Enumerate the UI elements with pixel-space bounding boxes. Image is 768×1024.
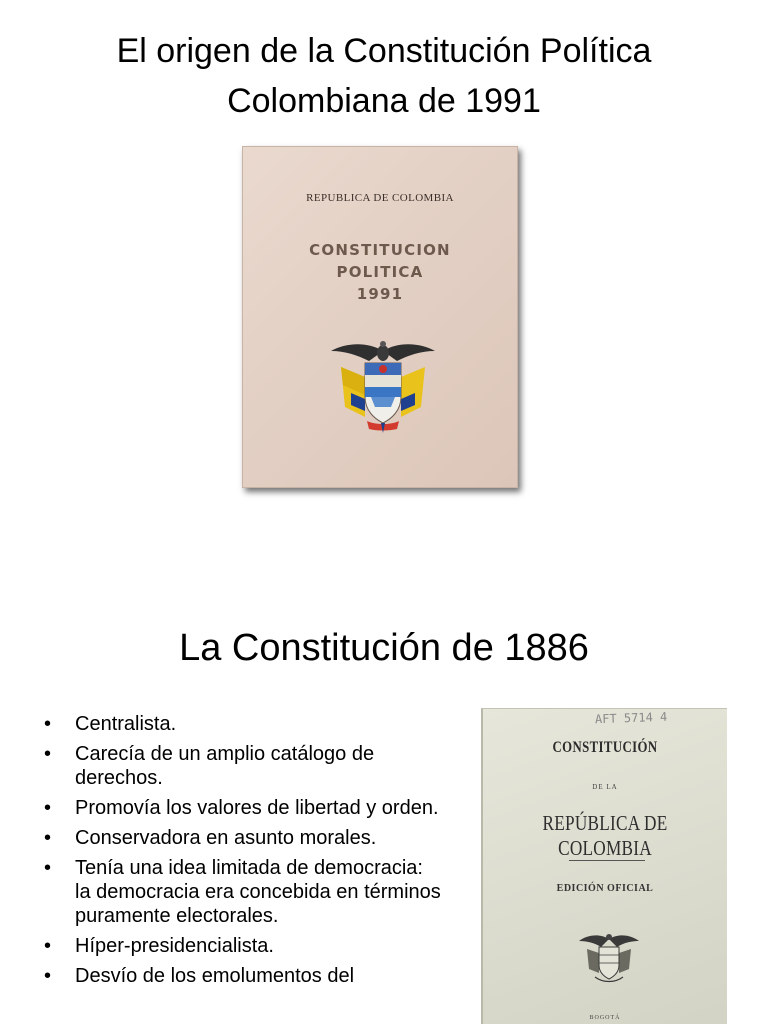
slide-1886: [0, 512, 768, 1024]
list-item: • Conservadora en asunto morales.: [44, 826, 444, 850]
constitution-1991-cover-image: [242, 146, 518, 488]
title-line-2: Colombiana de 1991: [227, 82, 541, 120]
list-item: • Centralista.: [44, 712, 444, 736]
list-item: • Promovía los valores de libertad y orden.: [44, 796, 444, 820]
coat-of-arms-icon: [579, 931, 639, 985]
cover-line-5: BOGOTÁ: [589, 1015, 621, 1021]
constitution-1886-cover-image: [481, 708, 727, 1024]
cover-divider: [569, 860, 645, 861]
list-item: • Desvío de los emolumentos del: [44, 964, 444, 988]
cover-title-line-2: POLITICA: [336, 263, 424, 281]
title-line-1: El origen de la Constitución Política: [116, 32, 652, 70]
cover-title-line-3: 1991: [356, 285, 404, 303]
cover-line-1: CONSTITUCIÓN: [552, 739, 658, 756]
list-item: • Híper-presidencialista.: [44, 934, 444, 958]
handwritten-catalog-note: AFT 5714 4: [594, 709, 668, 727]
cover-line-4: EDICIÓN OFICIAL: [556, 883, 654, 894]
cover-title-line-1: CONSTITUCION: [309, 241, 451, 259]
list-item: • Carecía de un amplio catálogo de derechos.: [44, 742, 444, 790]
cover-line-2: DE LA: [592, 783, 618, 791]
cover-line-3: REPÚBLICA DE COLOMBIA: [542, 811, 668, 860]
cover-title: [243, 239, 517, 305]
slide-title: [0, 26, 768, 126]
bullet-list: [44, 712, 444, 994]
coat-of-arms-icon: [331, 337, 435, 433]
slide-title: La Constitución de 1886: [179, 627, 589, 669]
cover-header: REPUBLICA DE COLOMBIA: [306, 192, 454, 204]
list-item: • Tenía una idea limitada de democracia: la democracia era concebida en términos puramente electorales.: [44, 856, 444, 928]
